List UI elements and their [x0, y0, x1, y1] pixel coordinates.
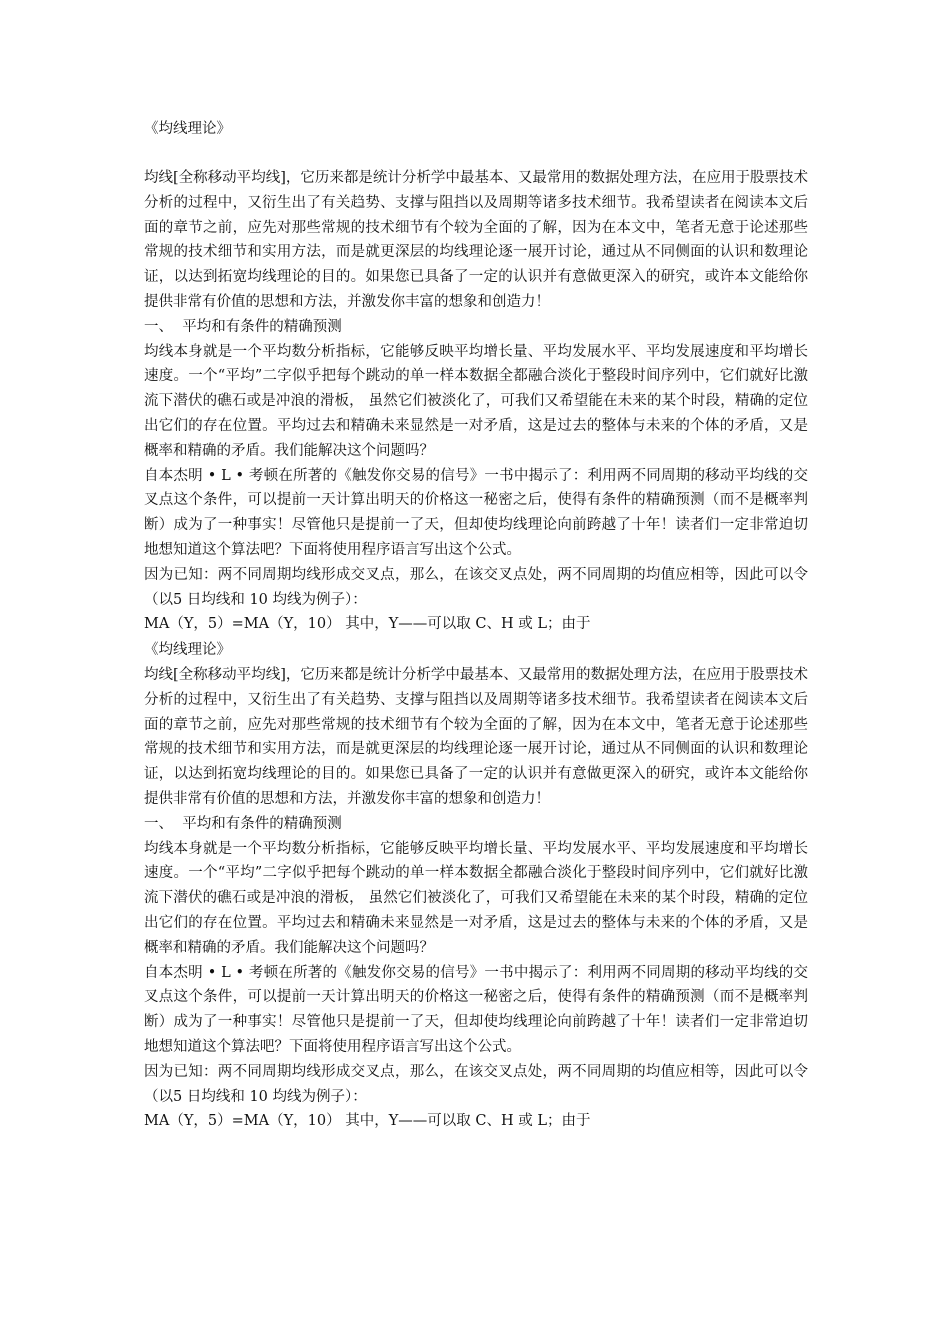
paragraph-known: 因为已知：两不同周期均线形成交叉点，那么，在该交叉点处，两不同周期的均值应相等，因此可以令（以5 日均线和 10 均线为例子）： [144, 566, 808, 608]
intro-paragraph: 均线[全称移动平均线]，它历来都是统计分析学中最基本、又最常用的数据处理方法，在应用于股票技术分析的过程中，又衍生出了有关趋势、支撑与阻挡以及周期等诸多技术细节。我希望读者在阅读本文后面的章节之前，应先对那些常规的技术细节有个较为全面的了解，因为在本文中，笔者无意于论述那些常规的技术细节和实用方法，而是就更深层的均线理论逐一展开讨论，通过从不同侧面的认识和数理论证，以达到拓宽均线理论的目的。如果您已具备了一定的认识并有意做更深入的研究，或许本文能给你提供非常有价值的思想和方法，并激发你丰富的想象和创造力！ [144, 170, 808, 310]
intro-paragraph: 均线[全称移动平均线]，它历来都是统计分析学中最基本、又最常用的数据处理方法，在应用于股票技术分析的过程中，又衍生出了有关趋势、支撑与阻挡以及周期等诸多技术细节。我希望读者在阅读本文后面的章节之前，应先对那些常规的技术细节有个较为全面的了解，因为在本文中，笔者无意于论述那些常规的技术细节和实用方法，而是就更深层的均线理论逐一展开讨论，通过从不同侧面的认识和数理论证，以达到拓宽均线理论的目的。如果您已具备了一定的认识并有意做更深入的研究，或许本文能给你提供非常有价值的思想和方法，并激发你丰富的想象和创造力！ [144, 667, 808, 807]
document-title-repeat: 《均线理论》 [144, 642, 231, 658]
paragraph-average: 均线本身就是一个平均数分析指标，它能够反映平均增长量、平均发展水平、平均发展速度和平均增长速度。一个“平均”二字似乎把每个跳动的单一样本数据全都融合淡化于整段时间序列中，它们就好比激流下潜伏的礁石或是冲浪的滑板， 虽然它们被淡化了，可我们又希望能在未来的某个时段，精确的定位出它们的存在位置。平均过去和精确未来显然是一对矛盾，这是过去的整体与未来的个体的矛盾，又是概率和精确的矛盾。我们能解决这个问题吗？ [144, 343, 808, 459]
formula-line: MA（Y，5）=MA（Y，10） 其中，Y——可以取 C、H 或 L；由于 [144, 616, 591, 633]
content-block-2 [144, 663, 808, 1134]
paragraph-benjamin: 自本杰明 • L • 考顿在所著的《触发你交易的信号》一书中揭示了：利用两不同周期的移动平均线的交叉点这个条件，可以提前一天计算出明天的价格这一秘密之后，使得有条件的精确预测（而不是概率判断）成为了一种事实！尽管他只是提前一了天，但却使均线理论向前跨越了十年！读者们一定非常迫切地想知道这个算法吧？下面将使用程序语言写出这个公式。 [144, 964, 808, 1055]
document-title: 《均线理论》 [144, 121, 231, 137]
section-heading: 一、 平均和有条件的精确预测 [144, 815, 342, 832]
content-block-1 [144, 166, 808, 637]
section-heading: 一、 平均和有条件的精确预测 [144, 318, 342, 335]
formula-line: MA（Y，5）=MA（Y，10） 其中，Y——可以取 C、H 或 L；由于 [144, 1113, 591, 1130]
paragraph-average: 均线本身就是一个平均数分析指标，它能够反映平均增长量、平均发展水平、平均发展速度和平均增长速度。一个“平均”二字似乎把每个跳动的单一样本数据全都融合淡化于整段时间序列中，它们就好比激流下潜伏的礁石或是冲浪的滑板， 虽然它们被淡化了，可我们又希望能在未来的某个时段，精确的定位出它们的存在位置。平均过去和精确未来显然是一对矛盾，这是过去的整体与未来的个体的矛盾，又是概率和精确的矛盾。我们能解决这个问题吗？ [144, 840, 808, 956]
paragraph-benjamin: 自本杰明 • L • 考顿在所著的《触发你交易的信号》一书中揭示了：利用两不同周期的移动平均线的交叉点这个条件，可以提前一天计算出明天的价格这一秘密之后，使得有条件的精确预测（而不是概率判断）成为了一种事实！尽管他只是提前一了天，但却使均线理论向前跨越了十年！读者们一定非常迫切地想知道这个算法吧？下面将使用程序语言写出这个公式。 [144, 467, 808, 558]
paragraph-known: 因为已知：两不同周期均线形成交叉点，那么，在该交叉点处，两不同周期的均值应相等，因此可以令（以5 日均线和 10 均线为例子）： [144, 1063, 808, 1105]
